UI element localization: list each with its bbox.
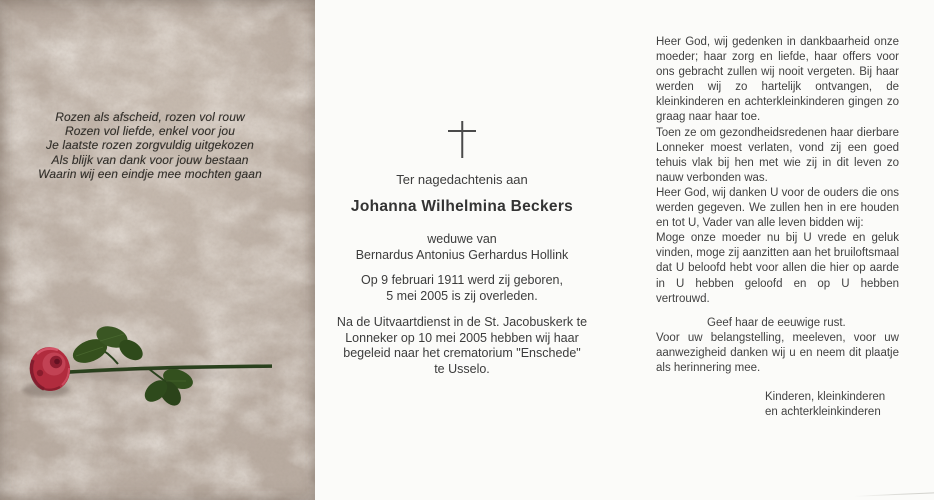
funeral-line: Na de Uitvaartdienst in de St. Jacobuskerk te <box>336 315 588 329</box>
memorial-paragraph: Heer God, wij gedenken in dankbaarheid onze moeder; haar zorg en liefde, haar offers voor ons gebracht zullen wij nooit vergeten. Bij haar werden wij zo hartelijk ontvangen, de kleinkinderen en achterkleinkinderen gingen zo graag naar haar toe. <box>656 36 899 124</box>
spouse-name: Bernardus Antonius Gerhardus Hollink <box>355 248 569 262</box>
life-dates <box>312 272 612 304</box>
cross-horizontal-bar <box>448 130 476 132</box>
scan-edge-artifact <box>854 492 934 497</box>
deceased-name: Johanna Wilhelmina Beckers <box>350 198 574 215</box>
cross-vertical-bar <box>461 121 463 158</box>
poem-line: Rozen als afscheid, rozen vol rouw <box>55 110 245 124</box>
signature-line: Kinderen, kleinkinderen <box>765 391 886 404</box>
birth-line: Op 9 februari 1911 werd zij geboren, <box>361 273 563 287</box>
acknowledgement-text: Voor uw belangstelling, meeleven, voor uw aanwezigheid danken wij u en neem dit plaatje als herinnering mee. <box>656 331 899 374</box>
card-inside-left-panel <box>312 0 612 500</box>
card-front-panel <box>0 0 315 500</box>
funeral-details <box>312 315 612 377</box>
dedication-text: Ter nagedachtenis aan <box>396 172 528 187</box>
poem-line: Waarin wij een eindje mee mochten gaan <box>38 166 262 181</box>
poem-line: Rozen vol liefde, enkel voor jou <box>65 124 235 139</box>
card-inside-right-panel <box>656 35 899 420</box>
memorial-paragraph: Moge onze moeder nu bij U vrede en geluk vinden, moge zij aanzitten aan het bruiloftsmaal dat U beloofd hebt voor allen die hier op aarde in U hebben geloofd en op U hebben vertrouwd. <box>656 232 899 305</box>
relation-label: weduwe van <box>427 232 497 246</box>
memorial-poem <box>0 110 300 181</box>
marble-texture <box>0 0 315 500</box>
memorial-paragraph: Heer God, wij danken U voor de ouders die ons werden gegeven. We zullen hen in ere houden en tot U, Vader van alle leven bidden wij: <box>656 186 899 230</box>
signature-line: en achterkleinkinderen <box>765 406 881 419</box>
poem-line: Als blijk van dank voor jouw bestaan <box>51 152 249 167</box>
memorial-paragraph: Toen ze om gezondheidsredenen haar dierbare Lonneker moest verlaten, vond zij een goed tehuis vlak bij hen met wie zij in dit leven zo nauw verbonden was. <box>656 126 899 184</box>
funeral-line: Lonneker op 10 mei 2005 hebben wij haar <box>345 330 579 345</box>
prayer-line: Geef haar de eeuwige rust. <box>707 316 846 329</box>
signature-block <box>765 390 899 420</box>
funeral-line: te Usselo. <box>434 361 490 376</box>
death-line: 5 mei 2005 is zij overleden. <box>386 289 538 303</box>
funeral-line: begeleid naar het crematorium "Enschede" <box>343 346 581 360</box>
poem-line: Je laatste rozen zorgvuldig uitgekozen <box>46 138 254 153</box>
memorial-cross-icon <box>447 121 477 159</box>
